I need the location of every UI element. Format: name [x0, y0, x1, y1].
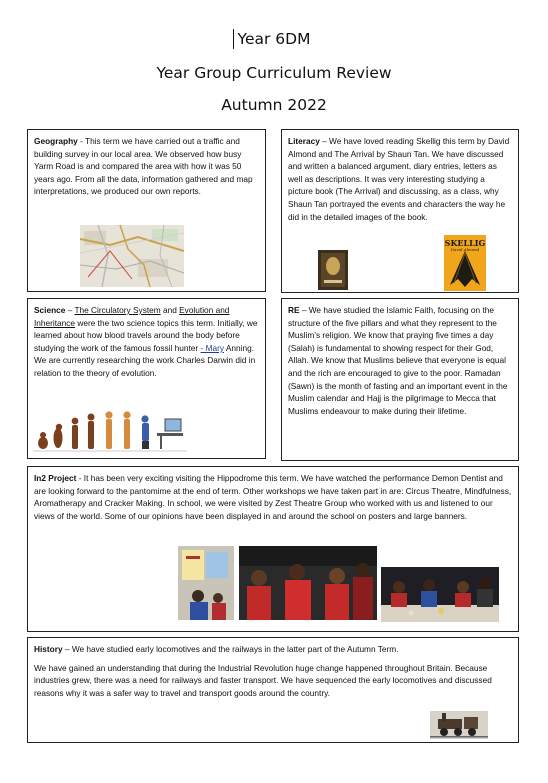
page-title: Year 6DM — [237, 30, 311, 48]
history-body: We have gained an understanding that during the Industrial Revolution huge change happened throughout Britain. Because industries grew, there was a need for railways and faster transport. We have sequenced the early locomotives and discussed reasons why it was a safer way to travel and transport goods around the country. — [34, 662, 492, 698]
mary-anning-link[interactable]: - Mary — [200, 342, 225, 353]
in2-project-text: In2 Project - It has been very exciting visiting the Hippodrome this term. We have watched the performance Demon Dentist and are looking forward to the pantomime at the end of term. Other workshops we have taken part in are: Circus Theatre, Mindfulness, Aromatherapy and Cracker Making. In school, we were visited by Zest Theatre Group who worked with us and listened to our views of the world. Some of our opinions have been displayed in and around the school on posters and large banners. — [34, 473, 512, 521]
geography-label: Geography — [34, 136, 78, 146]
map-image — [80, 225, 184, 287]
evolution-image — [33, 405, 187, 455]
skellig-book-cover — [444, 235, 486, 291]
skellig-cover-title: SKELLIG — [444, 238, 486, 248]
science-topic-circulatory: The Circulatory System — [74, 305, 161, 315]
in2-project-label: In2 Project — [34, 473, 77, 483]
re-text: RE – We have studied the Islamic Faith, focusing on the structure of the five pillars and what they represent to the Muslim’s religion. We know that praying five times a day (Salah) is fundamental to showing respect for their God, Allah. We know that Muslims believe that everyone is equal and the rich are encouraged to give to the poor. Ramadan (Sawn) is the month of fasting and an important event in the Muslim calendar and Hajj is the pilgrimage to Mecca that Muslims endeavour to make during their lifetime. — [288, 305, 508, 416]
re-label: RE — [288, 305, 300, 315]
history-intro: History – We have studied early locomotives and the railways in the latter part of the Autumn Term. — [34, 644, 399, 654]
in2-photo-display — [178, 546, 234, 620]
in2-photo-workshop — [239, 546, 377, 620]
science-topic-evolution: Evolution and Inheritance — [34, 305, 230, 328]
re-section — [281, 298, 519, 461]
science-label: Science — [34, 305, 66, 315]
text-cursor — [233, 29, 234, 49]
literacy-text: Literacy – We have loved reading Skellig this term by David Almond and The Arrival by Shaun Tan. We have discussed and written a balanced argument, diary entries, letters as well as descriptions. It was very interesting studying a picture book (The Arrival) and discussing, as a class, why Shaun Tan portrayed the events and characters the way he did in the detailed images of the book. — [288, 136, 510, 222]
in2-photo-cracker-making — [381, 567, 499, 622]
history-label: History — [34, 644, 63, 654]
skellig-cover-author: David Almond — [450, 247, 480, 252]
page-subtitle: Year Group Curriculum Review — [156, 64, 392, 82]
geography-text: Geography - This term we have carried out a traffic and building survey in our local area. We observed how busy Yarm Road is and compared the area with how it was 50 years ago. From all the data, information gathered and map interpretations, we produced our own reports. — [34, 136, 253, 197]
science-text: Science – The Circulatory System and Evolution and Inheritance were the two science topics this term. Initially, we learned about how blood travels around the body before studying the work of the famous fossil hunter - Mary Anning. We are currently researching the work Charles Darwin did in relation to the theory of evolution. — [34, 305, 258, 378]
term-heading: Autumn 2022 — [221, 96, 327, 114]
locomotive-image — [430, 711, 488, 739]
the-arrival-book-cover — [318, 250, 348, 290]
literacy-label: Literacy — [288, 136, 320, 146]
